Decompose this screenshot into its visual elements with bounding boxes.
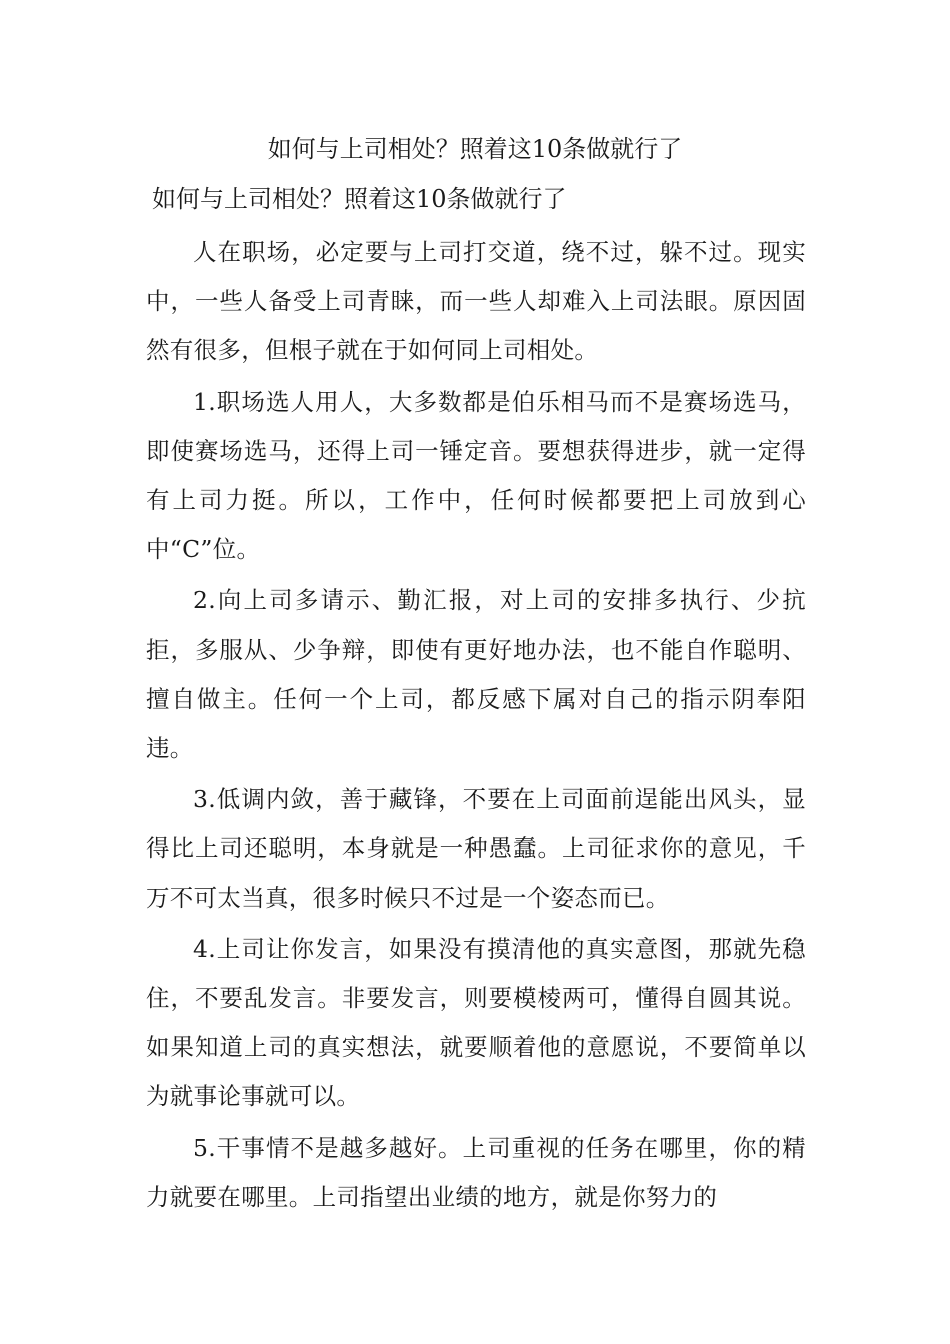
paragraph-intro: 人在职场，必定要与上司打交道，绕不过，躲不过。现实中，一些人备受上司青睐，而一些人却难入上司法眼。原因固然有很多，但根子就在于如何同上司相处。	[146, 238, 806, 365]
paragraph-point-4: 4.上司让你发言，如果没有摸清他的真实意图，那就先稳住，不要乱发言。非要发言，则要模棱两可，懂得自圆其说。如果知道上司的真实想法，就要顺着他的意愿说，不要简单以为就事论事就可以。	[146, 934, 806, 1111]
paragraph-point-1: 1.职场选人用人，大多数都是伯乐相马而不是赛场选马，即使赛场选马，还得上司一锤定音。要想获得进步，就一定得有上司力挺。所以，工作中，任何时候都要把上司放到心中“C”位。	[146, 387, 806, 564]
document-title: 如何与上司相处？照着这10条做就行了	[267, 135, 683, 163]
paragraph-point-5: 5.干事情不是越多越好。上司重视的任务在哪里，你的精力就要在哪里。上司指望出业绩的地方，就是你努力的	[146, 1133, 806, 1211]
paragraph-point-3: 3.低调内敛，善于藏锋，不要在上司面前逞能出风头，显得比上司还聪明，本身就是一种愚蠢。上司征求你的意见，千万不可太当真，很多时候只不过是一个姿态而已。	[146, 785, 806, 912]
paragraph-point-2: 2.向上司多请示、勤汇报，对上司的安排多执行、少抗拒，多服从、少争辩，即使有更好地办法，也不能自作聪明、擅自做主。任何一个上司，都反感下属对自己的指示阴奉阳违。	[146, 586, 806, 763]
document-body	[146, 228, 806, 1224]
document-subtitle: 如何与上司相处？照着这10条做就行了	[152, 185, 567, 213]
